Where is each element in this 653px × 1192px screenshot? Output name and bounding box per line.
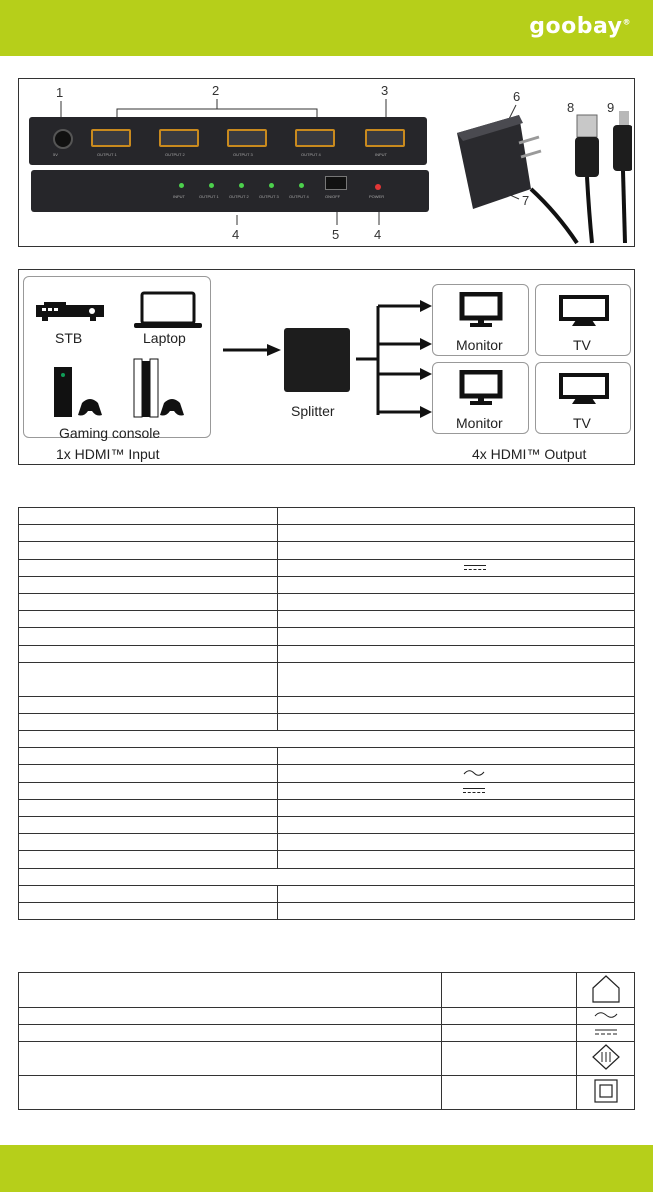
led-label-input: INPUT [173,194,185,199]
splitter-box [284,328,350,392]
table-row [19,799,635,816]
table-row [19,645,635,662]
tv-box-1 [535,284,631,356]
laptop-label: Laptop [143,330,186,346]
dc-symbol-icon [464,565,486,570]
monitor-icon [456,370,506,406]
output-caption: 4x HDMI™ Output [472,446,587,462]
callout-8: 8 [567,100,575,115]
table-row [19,1076,635,1110]
splitter-front-view [31,170,429,212]
callout-4-leds: 4 [232,227,240,242]
laptop-icon [132,289,206,331]
table-row [19,628,635,645]
callout-7: 7 [522,193,530,208]
table-row [19,542,635,559]
tv-label: TV [573,415,591,431]
table-row [19,1008,635,1025]
table-row [19,834,635,851]
callout-3: 3 [381,83,389,98]
output-arrows-icon [354,288,434,418]
gaming-console-label: Gaming console [59,425,161,441]
protection-class-ii-icon [591,1077,621,1105]
port-label-output-1: OUTPUT 1 [97,152,117,157]
port-label-5v: 5V [53,152,58,157]
dc-symbol-icon [593,1027,619,1037]
product-photo-panel [18,78,635,247]
splitter-back-view [29,117,427,165]
hdmi-output-1-port [91,129,131,147]
ac-symbol-icon [593,1010,619,1020]
on-off-label: ON/OFF [325,194,341,199]
stb-label: STB [55,330,83,346]
table-row [19,696,635,713]
table-row [19,765,635,782]
callout-6: 6 [513,89,521,104]
port-label-input: INPUT [375,152,387,157]
table-section-row [19,731,635,748]
dc-symbol-icon [463,788,485,793]
power-label: POWER [369,194,385,199]
table-row [19,885,635,902]
monitor-label: Monitor [456,415,503,431]
gaming-console-icon [46,355,196,421]
callout-2: 2 [212,83,220,98]
table-section-row [19,868,635,885]
dc-jack [53,129,73,149]
ac-symbol-icon [463,768,485,778]
hdmi-output-4-port [295,129,335,147]
table-row [19,1025,635,1042]
power-led [375,184,381,190]
splitter-label: Splitter [291,403,335,419]
callout-4-power: 4 [374,227,382,242]
monitor-label: Monitor [456,337,503,353]
usb-a-plug [575,115,599,243]
port-label-output-2: OUTPUT 2 [165,152,185,157]
tv-icon [557,372,611,406]
tv-label: TV [573,337,591,353]
table-row [19,782,635,799]
table-row [19,611,635,628]
on-off-button [325,176,347,190]
callout-5: 5 [332,227,340,242]
port-label-output-4: OUTPUT 4 [301,152,321,157]
table-row [19,851,635,868]
hdmi-output-3-port [227,129,267,147]
stb-icon [34,297,108,327]
top-brand-bar [0,0,653,56]
led-input [179,183,184,188]
table-row [19,713,635,730]
table-row [19,576,635,593]
led-output-4 [299,183,304,188]
table-row [19,525,635,542]
monitor-icon [456,292,506,328]
symbols-table [18,972,635,1110]
connection-diagram-panel [18,269,635,465]
input-sources-box [23,276,211,441]
table-row [19,593,635,610]
led-output-2 [239,183,244,188]
table-row [19,748,635,765]
monitor-box-2 [432,362,529,434]
led-output-1 [209,183,214,188]
table-row [19,817,635,834]
power-adapter [457,115,577,243]
led-label-output-1: OUTPUT 1 [199,194,219,199]
table-row [19,508,635,525]
table-row [19,662,635,696]
monitor-box-1 [432,284,529,356]
input-arrow-icon [221,342,283,358]
indoor-use-icon [589,974,623,1004]
led-output-3 [269,183,274,188]
specifications-table [18,507,635,920]
callout-1: 1 [56,85,64,100]
table-row [19,559,635,576]
hdmi-output-2-port [159,129,199,147]
hdmi-input-port [365,129,405,147]
input-caption: 1x HDMI™ Input [56,446,160,462]
table-row [19,973,635,1008]
tv-icon [557,294,611,328]
protection-class-iii-icon [591,1043,621,1071]
port-label-output-3: OUTPUT 3 [233,152,253,157]
callout-9: 9 [607,100,615,115]
bottom-brand-bar [0,1145,653,1192]
led-label-output-3: OUTPUT 3 [259,194,279,199]
dc-barrel-plug [613,111,632,243]
goobay-logo: goobay® [529,14,631,39]
table-row [19,902,635,919]
table-row [19,1042,635,1076]
led-label-output-4: OUTPUT 4 [289,194,309,199]
tv-box-2 [535,362,631,434]
led-label-output-2: OUTPUT 2 [229,194,249,199]
power-adapter-with-cables [447,93,632,245]
